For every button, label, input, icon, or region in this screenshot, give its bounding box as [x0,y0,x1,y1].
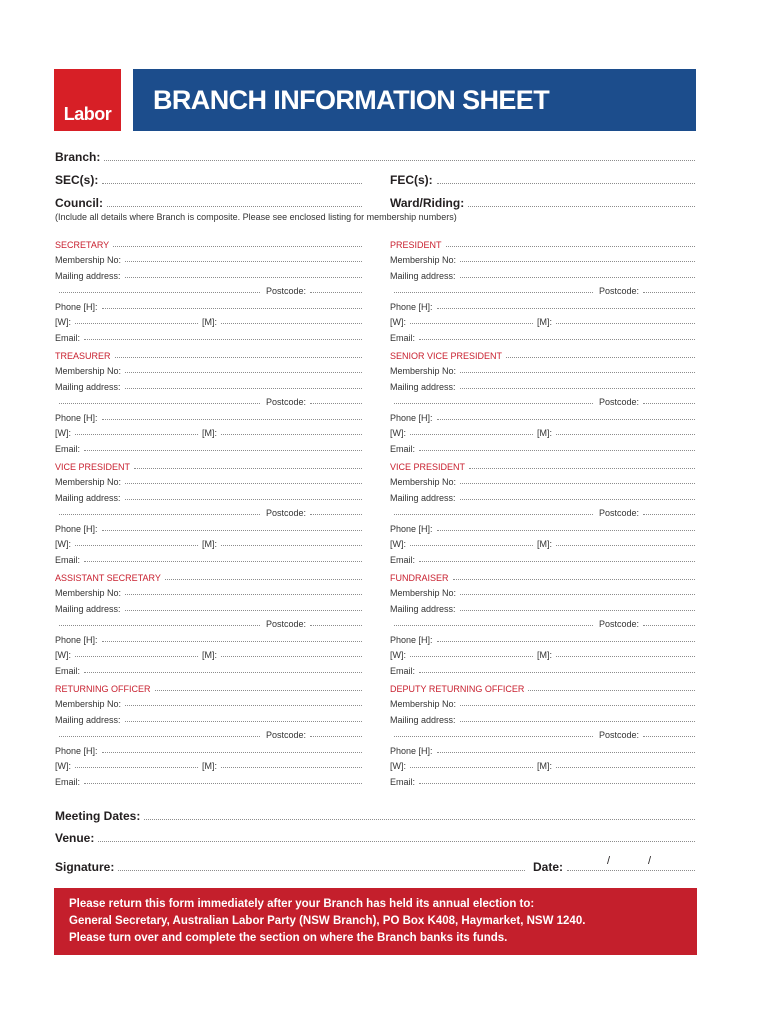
phone-h-label: Phone [H]: [55,413,98,423]
venue-label: Venue: [55,831,95,845]
email-field[interactable] [390,555,695,565]
postcode-line[interactable] [643,402,695,404]
email-line[interactable] [419,782,695,784]
role-heading: SENIOR VICE PRESIDENT [390,351,503,361]
mailing-field[interactable] [390,715,695,725]
membership-label: Membership No: [55,366,122,376]
postcode-field[interactable] [390,619,695,629]
mailing-line[interactable] [125,387,362,389]
phone-h-line[interactable] [437,307,695,309]
phone-m-line[interactable] [221,655,362,657]
postcode-field[interactable] [390,508,695,518]
role-name-field[interactable] [390,240,695,250]
mailing-line[interactable] [460,387,695,389]
mailing-field[interactable] [390,271,695,281]
mailing-label: Mailing address: [55,493,121,503]
officer-block-senior-vp [390,351,695,454]
phone-h-field[interactable] [55,524,362,534]
membership-line[interactable] [460,482,695,484]
ward-line[interactable] [468,205,695,207]
phone-h-line[interactable] [437,751,695,753]
postcode-label: Postcode: [265,508,306,518]
email-field[interactable] [55,333,362,343]
postcode-label: Postcode: [598,286,639,296]
email-line[interactable] [419,560,695,562]
phone-h-field[interactable] [55,746,362,756]
email-field[interactable] [390,666,695,676]
membership-line[interactable] [125,482,362,484]
phone-w-m-field[interactable] [390,761,695,771]
membership-field[interactable] [55,588,362,598]
phone-m-label: [M]: [537,317,552,327]
phone-w-line[interactable] [75,433,198,435]
phone-h-line[interactable] [102,529,362,531]
postcode-line[interactable] [643,513,695,515]
phone-w-m-field[interactable] [390,317,695,327]
ward-field[interactable] [390,196,695,210]
mailing-line-2[interactable] [59,735,260,737]
phone-w-m-field[interactable] [390,539,695,549]
officer-block-fundraiser [390,573,695,676]
postcode-field[interactable] [390,730,695,740]
email-line[interactable] [84,782,362,784]
ward-label: Ward/Riding: [390,196,465,210]
membership-label: Membership No: [390,366,457,376]
phone-h-field[interactable] [390,635,695,645]
phone-w-m-field[interactable] [55,650,362,660]
membership-field[interactable] [390,255,695,265]
mailing-line-2[interactable] [59,291,260,293]
email-label: Email: [390,555,416,565]
mailing-line[interactable] [125,498,362,500]
role-heading: ASSISTANT SECRETARY [55,573,161,583]
role-name-field[interactable] [390,462,695,472]
role-name-field[interactable] [55,684,362,694]
page-title: BRANCH INFORMATION SHEET [153,85,550,115]
membership-field[interactable] [55,477,362,487]
phone-w-label: [W]: [55,317,71,327]
secs-label: SEC(s): [55,173,99,187]
phone-h-line[interactable] [102,418,362,420]
postcode-line[interactable] [643,291,695,293]
mailing-label: Mailing address: [55,382,121,392]
mailing-label: Mailing address: [390,715,456,725]
postcode-line[interactable] [310,624,362,626]
membership-line[interactable] [460,593,695,595]
phone-w-label: [W]: [390,761,406,771]
phone-m-label: [M]: [537,761,552,771]
postcode-label: Postcode: [598,619,639,629]
phone-w-line[interactable] [410,655,533,657]
mailing-field[interactable] [55,604,362,614]
signature-field[interactable] [55,860,525,874]
mailing-line[interactable] [125,609,362,611]
phone-h-label: Phone [H]: [390,302,433,312]
fecs-field[interactable] [390,173,695,187]
membership-field[interactable] [55,699,362,709]
phone-h-line[interactable] [437,640,695,642]
email-field[interactable] [55,555,362,565]
role-name-line[interactable] [155,689,363,691]
postcode-label: Postcode: [265,619,306,629]
officer-block-president [390,240,695,343]
email-line[interactable] [84,338,362,340]
email-line[interactable] [419,338,695,340]
mailing-field[interactable] [390,604,695,614]
mailing-label: Mailing address: [55,604,121,614]
phone-w-line[interactable] [75,322,198,324]
role-name-line[interactable] [134,467,362,469]
fecs-label: FEC(s): [390,173,433,187]
phone-m-line[interactable] [556,655,695,657]
membership-field[interactable] [390,366,695,376]
mailing-line[interactable] [460,498,695,500]
phone-h-label: Phone [H]: [55,746,98,756]
phone-h-line[interactable] [102,751,362,753]
phone-w-m-field[interactable] [390,650,695,660]
mailing-field[interactable] [55,271,362,281]
phone-w-line[interactable] [75,766,198,768]
phone-w-line[interactable] [75,655,198,657]
phone-w-label: [W]: [390,650,406,660]
officer-block-asst-secretary [55,573,362,676]
venue-line[interactable] [98,840,695,842]
phone-w-line[interactable] [75,544,198,546]
phone-h-line[interactable] [437,418,695,420]
membership-line[interactable] [125,260,362,262]
mailing-line-2[interactable] [59,624,260,626]
role-name-field[interactable] [390,351,695,361]
role-heading: PRESIDENT [390,240,442,250]
membership-field[interactable] [55,255,362,265]
phone-m-line[interactable] [221,433,362,435]
footer-line-2: General Secretary, Australian Labor Party (NSW Branch), PO Box K408, Haymarket, NSW 1240. [69,915,586,927]
phone-w-line[interactable] [410,544,533,546]
mailing-line[interactable] [125,276,362,278]
postcode-field[interactable] [55,286,362,296]
email-field[interactable] [55,666,362,676]
phone-h-field[interactable] [390,746,695,756]
branch-field[interactable] [55,150,695,164]
mailing-field[interactable] [55,715,362,725]
role-name-field[interactable] [55,573,362,583]
phone-w-label: [W]: [55,650,71,660]
email-line[interactable] [419,449,695,451]
mailing-line-2[interactable] [394,735,593,737]
role-name-line[interactable] [113,245,362,247]
mailing-line-2[interactable] [394,402,593,404]
membership-line[interactable] [125,704,362,706]
date-field[interactable] [533,860,695,874]
phone-h-field[interactable] [55,635,362,645]
phone-m-label: [M]: [202,761,217,771]
postcode-label: Postcode: [598,730,639,740]
email-line[interactable] [84,560,362,562]
membership-label: Membership No: [390,255,457,265]
membership-label: Membership No: [55,588,122,598]
role-name-field[interactable] [390,684,695,694]
email-label: Email: [390,444,416,454]
phone-h-field[interactable] [55,302,362,312]
role-name-line[interactable] [165,578,362,580]
role-name-line[interactable] [469,467,695,469]
membership-label: Membership No: [55,255,122,265]
membership-label: Membership No: [390,699,457,709]
phone-h-field[interactable] [55,413,362,423]
role-name-field[interactable] [55,351,362,361]
secs-line[interactable] [102,182,362,184]
membership-line[interactable] [460,260,695,262]
email-label: Email: [390,333,416,343]
date-slash-1: / [607,855,611,867]
membership-field[interactable] [390,699,695,709]
phone-m-label: [M]: [202,428,217,438]
postcode-field[interactable] [55,619,362,629]
email-label: Email: [55,777,81,787]
phone-m-label: [M]: [537,539,552,549]
phone-w-label: [W]: [55,539,71,549]
email-label: Email: [390,666,416,676]
email-line[interactable] [419,671,695,673]
postcode-label: Postcode: [265,730,306,740]
role-name-field[interactable] [55,462,362,472]
title-banner [133,69,696,131]
postcode-field[interactable] [390,286,695,296]
membership-line[interactable] [125,371,362,373]
phone-h-field[interactable] [390,413,695,423]
email-field[interactable] [390,333,695,343]
membership-label: Membership No: [390,477,457,487]
phone-m-line[interactable] [556,544,695,546]
phone-h-label: Phone [H]: [390,746,433,756]
phone-w-m-field[interactable] [390,428,695,438]
secs-field[interactable] [55,173,362,187]
phone-h-field[interactable] [390,524,695,534]
return-instructions [54,888,697,955]
signature-label: Signature: [55,860,115,874]
role-name-line[interactable] [506,356,695,358]
signature-line[interactable] [118,869,525,871]
phone-m-line[interactable] [221,322,362,324]
meeting-dates-label: Meeting Dates: [55,809,141,823]
membership-label: Membership No: [390,588,457,598]
mailing-line-2[interactable] [394,624,593,626]
email-label: Email: [55,444,81,454]
phone-w-line[interactable] [410,433,533,435]
postcode-label: Postcode: [598,397,639,407]
postcode-field[interactable] [390,397,695,407]
role-name-line[interactable] [446,245,695,247]
role-name-line[interactable] [453,578,695,580]
mailing-line[interactable] [125,720,362,722]
role-heading: SECRETARY [55,240,110,250]
role-name-line[interactable] [115,356,362,358]
mailing-label: Mailing address: [390,271,456,281]
email-line[interactable] [84,449,362,451]
membership-label: Membership No: [55,699,122,709]
officer-block-vp-left [55,462,362,565]
role-heading: DEPUTY RETURNING OFFICER [390,684,525,694]
phone-w-m-field[interactable] [55,761,362,771]
footer-line-3: Please turn over and complete the section on where the Branch banks its funds. [69,932,508,944]
phone-h-label: Phone [H]: [390,635,433,645]
phone-w-m-field[interactable] [55,428,362,438]
mailing-label: Mailing address: [390,382,456,392]
mailing-line[interactable] [460,609,695,611]
phone-w-label: [W]: [390,539,406,549]
postcode-field[interactable] [55,508,362,518]
officer-block-vp-right [390,462,695,565]
mailing-field[interactable] [390,382,695,392]
council-label: Council: [55,196,103,210]
membership-line[interactable] [460,371,695,373]
phone-w-label: [W]: [390,317,406,327]
phone-m-label: [M]: [537,650,552,660]
mailing-label: Mailing address: [390,493,456,503]
mailing-line-2[interactable] [59,513,260,515]
membership-label: Membership No: [55,477,122,487]
email-line[interactable] [84,671,362,673]
phone-h-label: Phone [H]: [55,302,98,312]
postcode-label: Postcode: [598,508,639,518]
council-line[interactable] [107,205,362,207]
postcode-line[interactable] [310,402,362,404]
phone-m-label: [M]: [202,539,217,549]
labor-logo [54,69,121,131]
phone-m-line[interactable] [556,766,695,768]
postcode-label: Postcode: [265,286,306,296]
phone-h-line[interactable] [102,307,362,309]
phone-w-line[interactable] [410,322,533,324]
phone-m-label: [M]: [537,428,552,438]
officer-block-treasurer [55,351,362,454]
meeting-dates-line[interactable] [144,818,695,820]
mailing-line-2[interactable] [59,402,260,404]
logo-text: Labor [63,104,112,124]
postcode-line[interactable] [310,735,362,737]
phone-m-label: [M]: [202,650,217,660]
mailing-line[interactable] [460,276,695,278]
officer-block-secretary [55,240,362,343]
mailing-label: Mailing address: [55,715,121,725]
mailing-label: Mailing address: [390,604,456,614]
phone-m-line[interactable] [221,766,362,768]
phone-w-label: [W]: [390,428,406,438]
mailing-line-2[interactable] [394,513,593,515]
phone-m-line[interactable] [221,544,362,546]
date-label: Date: [533,860,564,874]
role-heading: VICE PRESIDENT [390,462,466,472]
role-name-line[interactable] [528,689,695,691]
council-field[interactable] [55,196,362,210]
mailing-label: Mailing address: [55,271,121,281]
phone-m-line[interactable] [556,433,695,435]
membership-line[interactable] [460,704,695,706]
mailing-field[interactable] [55,382,362,392]
phone-h-field[interactable] [390,302,695,312]
phone-w-m-field[interactable] [55,539,362,549]
postcode-field[interactable] [55,397,362,407]
phone-m-label: [M]: [202,317,217,327]
phone-m-line[interactable] [556,322,695,324]
phone-h-label: Phone [H]: [390,524,433,534]
email-field[interactable] [390,444,695,454]
role-name-field[interactable] [390,573,695,583]
role-heading: TREASURER [55,351,111,361]
membership-field[interactable] [390,588,695,598]
date-slash-2: / [648,855,652,867]
email-field[interactable] [55,777,362,787]
role-heading: RETURNING OFFICER [55,684,151,694]
phone-h-label: Phone [H]: [55,635,98,645]
fecs-line[interactable] [437,182,695,184]
phone-h-line[interactable] [437,529,695,531]
phone-w-m-field[interactable] [55,317,362,327]
phone-w-label: [W]: [55,428,71,438]
officer-block-deputy-returning-officer [390,684,695,787]
phone-h-label: Phone [H]: [55,524,98,534]
role-heading: FUNDRAISER [390,573,449,583]
composite-note: (Include all details where Branch is composite. Please see enclosed listing for membership numbers) [55,212,457,222]
postcode-line[interactable] [643,735,695,737]
email-label: Email: [55,666,81,676]
meeting-dates-field[interactable] [55,809,695,823]
email-label: Email: [55,333,81,343]
postcode-line[interactable] [310,513,362,515]
branch-line[interactable] [104,159,695,161]
role-name-field[interactable] [55,240,362,250]
branch-label: Branch: [55,150,101,164]
email-label: Email: [55,555,81,565]
venue-field[interactable] [55,831,695,845]
officer-block-returning-officer [55,684,362,787]
postcode-line[interactable] [643,624,695,626]
mailing-field[interactable] [390,493,695,503]
email-label: Email: [390,777,416,787]
phone-w-label: [W]: [55,761,71,771]
postcode-line[interactable] [310,291,362,293]
mailing-line[interactable] [460,720,695,722]
membership-field[interactable] [390,477,695,487]
membership-field[interactable] [55,366,362,376]
postcode-field[interactable] [55,730,362,740]
email-field[interactable] [55,444,362,454]
email-field[interactable] [390,777,695,787]
postcode-label: Postcode: [265,397,306,407]
mailing-line-2[interactable] [394,291,593,293]
mailing-field[interactable] [55,493,362,503]
phone-h-label: Phone [H]: [390,413,433,423]
phone-h-line[interactable] [102,640,362,642]
role-heading: VICE PRESIDENT [55,462,131,472]
phone-w-line[interactable] [410,766,533,768]
footer-line-1: Please return this form immediately after your Branch has held its annual election to: [69,898,535,910]
membership-line[interactable] [125,593,362,595]
date-line[interactable] [567,869,695,871]
